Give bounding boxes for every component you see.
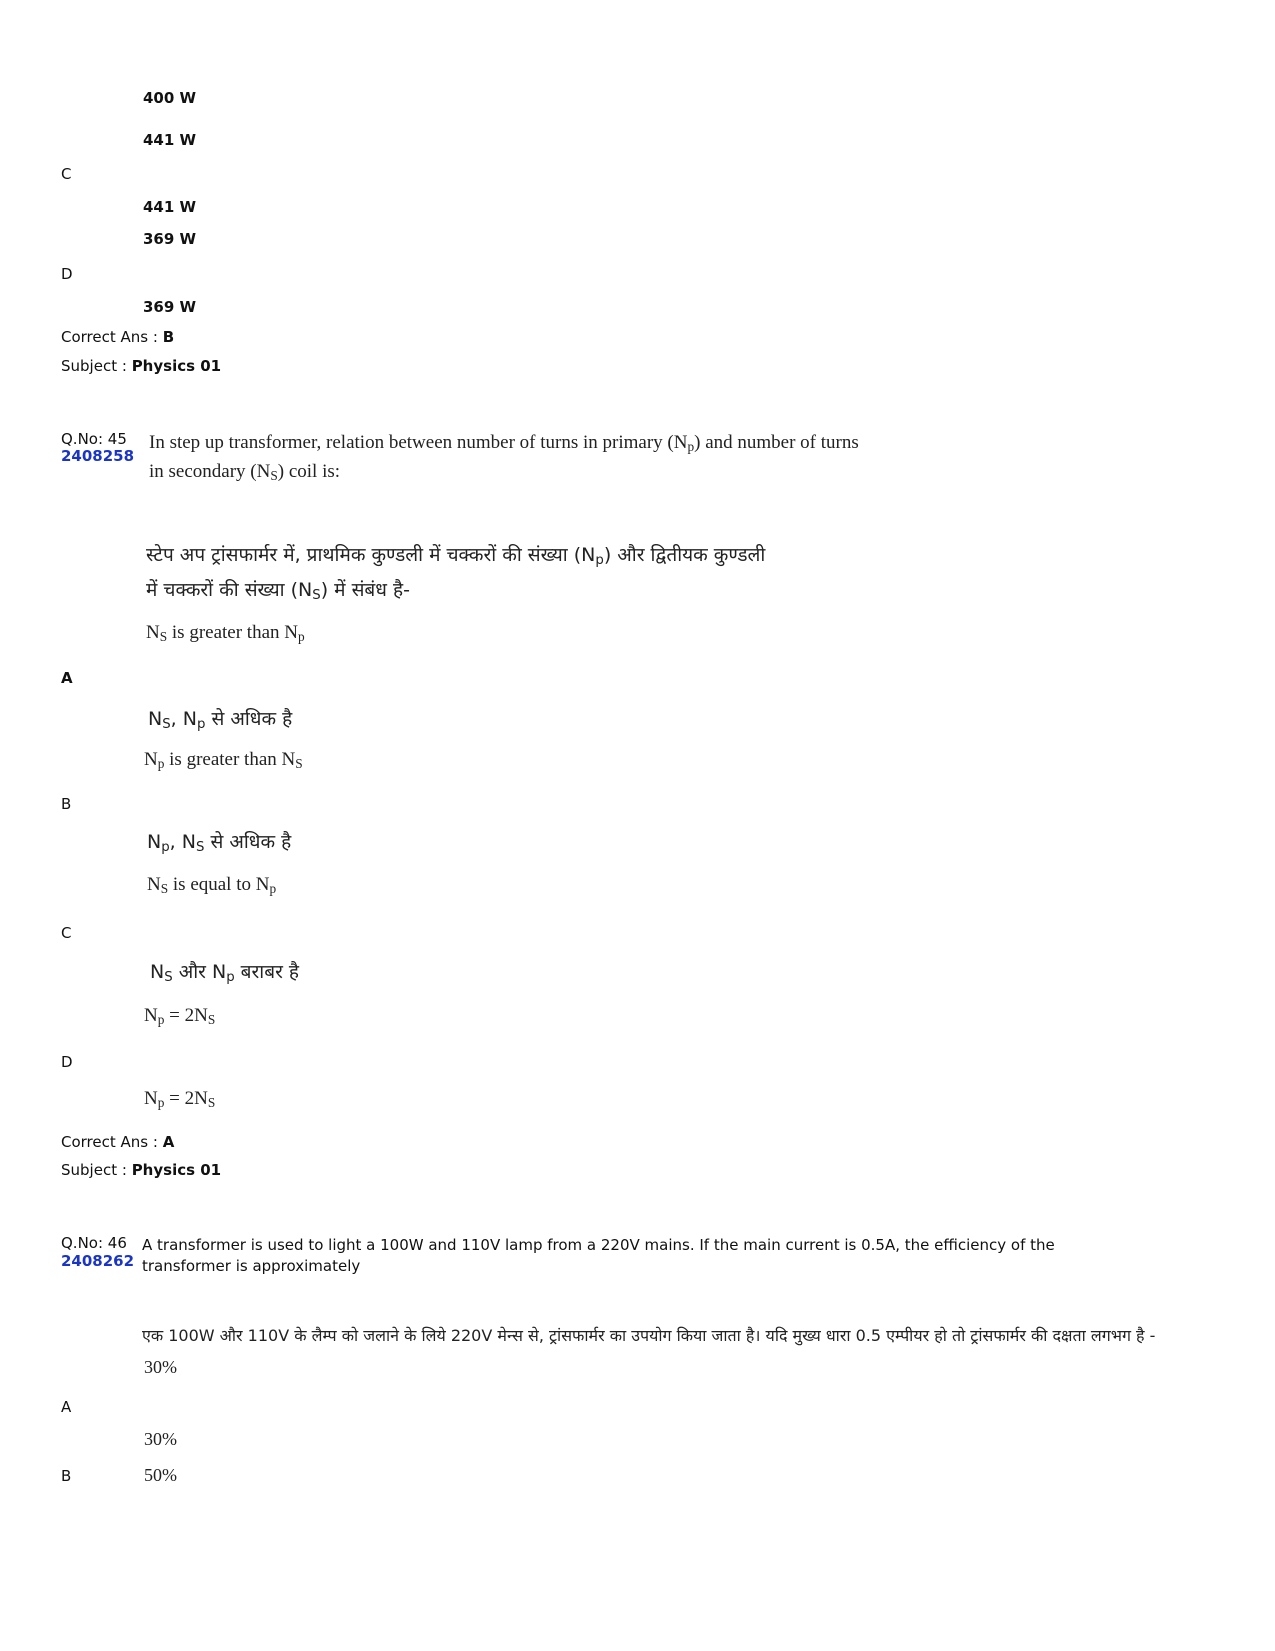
option-text: 400 W <box>143 89 197 107</box>
option-text-en: $N_S$ is greater than $N_p$ <box>146 622 305 644</box>
subject-label: Subject : <box>61 357 127 375</box>
correct-answer-label: Correct Ans : <box>61 1133 158 1151</box>
correct-answer-value: A <box>162 1133 175 1151</box>
question-text-en: A transformer is used to light a 100W and 110V lamp from a 220V mains. If the main current is 0.5A, the efficiency of the transformer is approximately <box>142 1236 1055 1275</box>
option-text: 441 W <box>143 131 197 149</box>
option-letter: C <box>61 924 72 942</box>
option-text: 30% <box>144 1429 177 1449</box>
option-text: 30% <box>144 1357 177 1377</box>
option-letter: D <box>61 265 73 283</box>
option-letter: A <box>61 669 73 687</box>
correct-answer <box>61 1133 174 1151</box>
correct-answer-label: Correct Ans : <box>61 328 158 346</box>
correct-answer-value: B <box>162 328 175 346</box>
option-text-hi: $N_S$, $N_p$ से अधिक है <box>148 708 293 732</box>
option-text-hi: $N_S$ और $N_p$ बराबर है <box>150 961 299 985</box>
option-text: 50% <box>144 1465 177 1485</box>
option-text: 369 W <box>143 230 197 248</box>
question-id: 2408262 <box>61 1252 135 1270</box>
option-letter: B <box>61 1467 72 1485</box>
option-text-hi: $N_p = 2N_S$ <box>144 1088 216 1110</box>
option-letter: D <box>61 1053 73 1071</box>
question-text-en-line2: in secondary $(N_S)$ coil is: <box>149 461 341 483</box>
correct-answer <box>61 328 174 346</box>
option-text-en: $N_S$ is equal to $N_p$ <box>147 874 277 896</box>
question-text-en-line1: In step up transformer, relation between number of turns in primary $(N_p)$ and number of turns <box>149 432 859 454</box>
option-letter: B <box>61 795 72 813</box>
option-letter: A <box>61 1398 72 1416</box>
subject <box>61 357 221 375</box>
subject-label: Subject : <box>61 1161 127 1179</box>
option-text-hi: $N_p$, $N_S$ से अधिक है <box>147 831 292 855</box>
question-text-hi: एक 100W और 110V के लैम्प को जलाने के लिये 220V मेन्स से, ट्रांसफार्मर का उपयोग किया जाता है। यदि मुख्य धारा 0.5 एम्पीयर हो तो ट्रांसफार्मर की दक्षता लगभग है - <box>142 1326 1156 1345</box>
question-text-hi-line2: में चक्करों की संख्या $(N_S)$ में संबंध है- <box>146 579 410 603</box>
option-letter: C <box>61 165 72 183</box>
question-text-hi-line1: स्टेप अप ट्रांसफार्मर में, प्राथमिक कुण्डली में चक्करों की संख्या $(N_p)$ और द्वितीयक कुण्डली <box>146 544 766 568</box>
option-text: 369 W <box>143 298 197 316</box>
question-number: Q.No: 45 <box>61 430 127 448</box>
option-text-en: $N_p$ is greater than $N_S$ <box>144 749 303 771</box>
subject-value: Physics 01 <box>131 357 222 375</box>
subject <box>61 1161 221 1179</box>
question-number: Q.No: 46 <box>61 1234 127 1252</box>
option-text-en: $N_p = 2N_S$ <box>144 1005 216 1027</box>
option-text: 441 W <box>143 198 197 216</box>
question-id: 2408258 <box>61 447 135 465</box>
subject-value: Physics 01 <box>131 1161 222 1179</box>
